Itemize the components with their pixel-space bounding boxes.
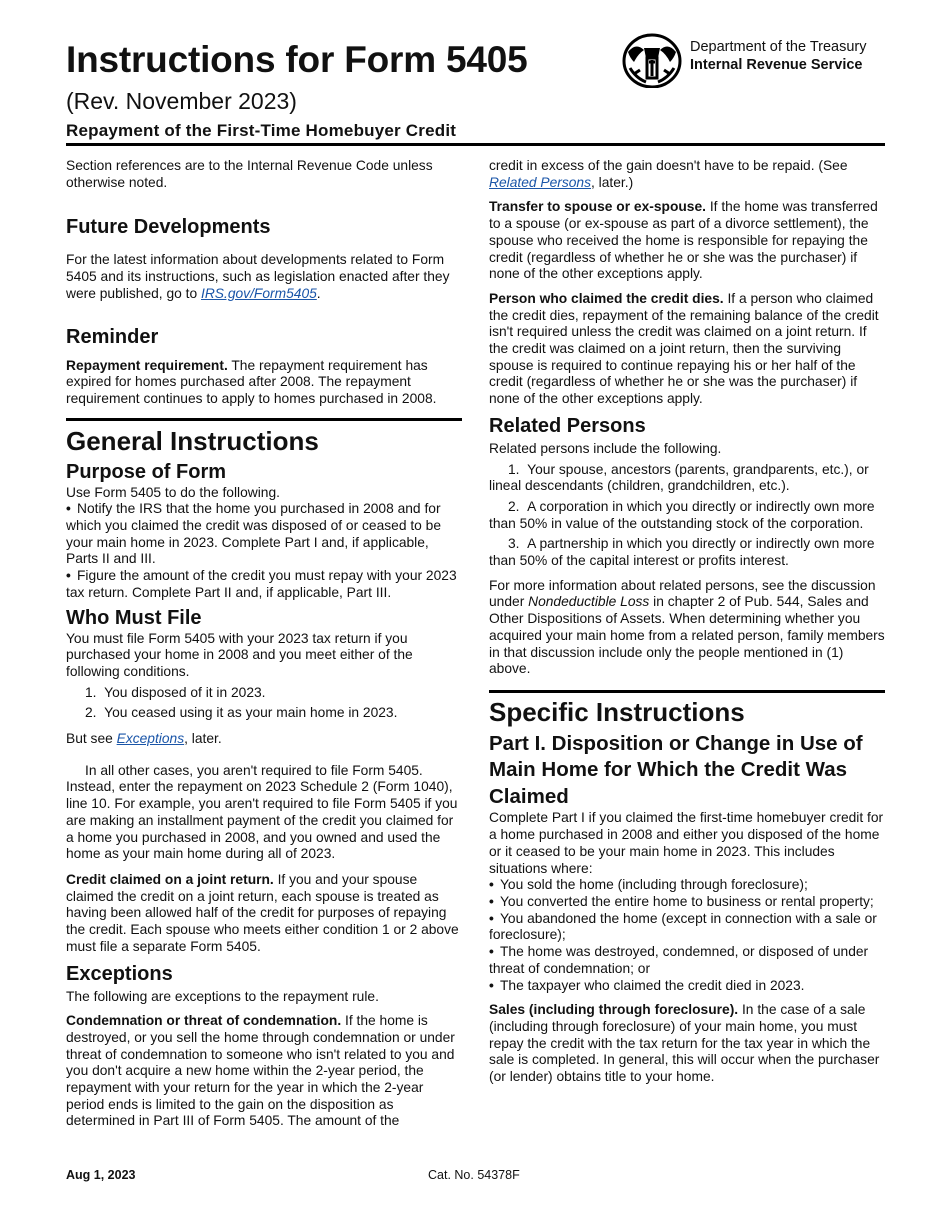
irs-form5405-link[interactable]: IRS.gov/Form5405 — [201, 285, 317, 301]
exceptions-link[interactable]: Exceptions — [116, 731, 185, 747]
footer-date: Aug 1, 2023 — [66, 1168, 136, 1182]
joint-return-text: Credit claimed on a joint return. If you and your spouse claimed the credit on a joint return, each spouse is treated as having been allowed half of the credit for purposes of repaying the credit. Each spouse who meets either condition 1 or 2 above must file a separate Form 5405. — [66, 871, 459, 954]
who-must-file-text: You must file Form 5405 with your 2023 tax return if you purchased your home in 2008 and you meet either of the following conditions. — [66, 630, 413, 679]
part1-bullet: • The home was destroyed, condemned, or disposed of under threat of condemnation; or — [489, 944, 885, 977]
more-info-text: For more information about related persons, see the discussion under Nondeductible Loss in chapter 2 of Pub. 544, Sales and Other Dispositions of Assets. When determining whether you acquired your main home from a related person, family members in that discussion include only the people mentioned in (1) above. — [489, 577, 885, 677]
continued-text: credit in excess of the gain doesn't have to be repaid. (See Related Persons, later.) — [489, 158, 848, 190]
purpose-bullet: • Notify the IRS that the home you purchased in 2008 and for which you claimed the credit was disposed of or ceased to be your main home in 2023. Complete Part I and, if applicable, Parts II and III. — [66, 501, 462, 568]
document-subtitle: Repayment of the First-Time Homebuyer Credit — [66, 121, 457, 140]
agency-line-2: Internal Revenue Service — [690, 57, 863, 73]
part1-bullet: • You abandoned the home (except in connection with a sale or foreclosure); — [489, 911, 885, 944]
purpose-bullet: • Figure the amount of the credit you must repay with your 2023 tax return. Complete Part II and, if applicable, Part III. — [66, 568, 462, 601]
general-instructions-heading: General Instructions — [66, 425, 319, 456]
related-persons-heading: Related Persons — [489, 414, 646, 437]
related-item: 2. A corporation in which you directly or indirectly own more than 50% in value of the outstanding stock of the corporation. — [489, 498, 875, 531]
part1-bullet: • You converted the entire home to business or rental property; — [489, 894, 885, 911]
condition-item: 2. You ceased using it as your main home in 2023. — [85, 705, 398, 721]
part1-heading: Part I. Disposition or Change in Use of Main Home for Which the Credit Was Claimed — [489, 731, 863, 808]
section-rule — [489, 690, 885, 693]
agency-line-1: Department of the Treasury — [690, 39, 867, 55]
revision-date: (Rev. November 2023) — [66, 88, 297, 114]
part1-bullet: • You sold the home (including through foreclosure); — [489, 877, 885, 894]
related-persons-link[interactable]: Related Persons — [489, 174, 592, 190]
part1-bullet: • The taxpayer who claimed the credit died in 2023. — [489, 978, 885, 995]
but-see-text: But see Exceptions, later. — [66, 731, 222, 747]
document-title: Instructions for Form 5405 — [66, 39, 528, 80]
who-must-file-heading: Who Must File — [66, 606, 202, 629]
related-item: 3. A partnership in which you directly or indirectly own more than 50% of the capital interest or profits interest. — [489, 536, 875, 569]
irs-eagle-logo-icon — [622, 32, 686, 88]
footer-cat-no: Cat. No. 54378F — [428, 1168, 520, 1182]
transfer-spouse-text: Transfer to spouse or ex-spouse. If the home was transferred to a spouse (or ex-spouse as part of a divorce settlement), the spouse who received the home is responsible for repaying the credit (regardless of whether he or she was the purchaser) if none of the other exceptions apply. — [489, 199, 878, 282]
exceptions-heading: Exceptions — [66, 962, 173, 985]
exceptions-intro: The following are exceptions to the repayment rule. — [66, 988, 379, 1004]
condemnation-text: Condemnation or threat of condemnation. If the home is destroyed, or you sell the home through condemnation or under threat of condemnation to someone who isn't related to you and you don't acquire a new home within the 2-year period, the repayment with your return for the year in which the 2-year period ends is limited to the gain on the disposition as determined in Part III of Form 5405. The amount of the — [66, 1013, 455, 1129]
credit-dies-text: Person who claimed the credit dies. If a person who claimed the credit dies, repayment of the remaining balance of the credit isn't required unless the credit was claimed on a joint return. If the credit was claimed on a joint return, then the surviving spouse is required to continue repaying his or her half of the credit (regardless of whether he or she was the purchaser) if none of the other exceptions apply. — [489, 290, 879, 407]
section-rule — [66, 418, 462, 421]
repayment-requirement-text: Repayment requirement. The repayment requirement has expired for homes purchased after 2008. The repayment requirement continues to apply to homes purchased in 2008. — [66, 357, 437, 406]
part1-intro: Complete Part I if you claimed the first-time homebuyer credit for a home purchased in 2008 and either you disposed of the home or it ceased to be your main home in 2023. This includes situations where: — [489, 810, 884, 876]
future-developments-text: For the latest information about developments related to Form 5405 and its instructions, such as legislation enacted after they were published, go to IRS.gov/Form5405. — [66, 252, 450, 301]
purpose-intro: Use Form 5405 to do the following. — [66, 484, 280, 500]
other-cases-text: In all other cases, you aren't required to file Form 5405. Instead, enter the repayment on 2023 Schedule 2 (Form 1040), line 10. For example, you aren't required to file Form 5405 if you are making an installment payment of the credit you claimed for a home you purchased in 2008, and you owned and used the home as your main home during all of 2023. — [66, 762, 458, 862]
purpose-of-form-heading: Purpose of Form — [66, 460, 227, 483]
related-item: 1. Your spouse, ancestors (parents, grandparents, etc.), or lineal descendants (children, grandchildren, etc.). — [489, 461, 869, 494]
intro-text: Section references are to the Internal Revenue Code unless otherwise noted. — [66, 158, 433, 190]
sales-text: Sales (including through foreclosure). In the case of a sale (including through foreclosure) of your main home, you must repay the credit with the tax return for the tax year in which the sale is completed. In general, this will occur when the purchaser (or lender) obtains title to your home. — [489, 1002, 880, 1085]
future-developments-heading: Future Developments — [66, 216, 271, 239]
related-persons-intro: Related persons include the following. — [489, 440, 722, 456]
header-rule — [66, 143, 885, 146]
left-column — [66, 158, 462, 1130]
reminder-heading: Reminder — [66, 325, 159, 348]
condition-item: 1. You disposed of it in 2023. — [85, 684, 266, 700]
right-column — [489, 158, 885, 1086]
agency-block — [690, 38, 867, 74]
specific-instructions-heading: Specific Instructions — [489, 696, 745, 727]
